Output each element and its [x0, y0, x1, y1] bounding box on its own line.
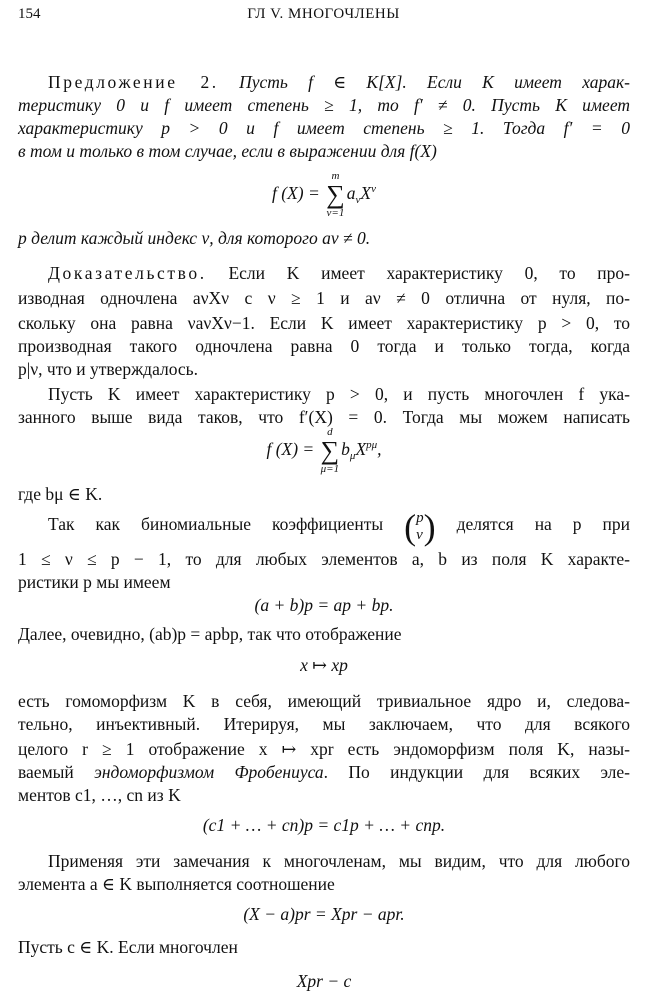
coef: b	[341, 439, 350, 459]
proposition-line-3: характеристику p > 0 и f имеет степень ≥ 1. Тогда f′ = 0	[18, 118, 630, 138]
formula-binomial-power: (a + b)p = ap + bp.	[254, 595, 394, 615]
formula-f-sum	[18, 166, 630, 220]
variable: X	[360, 183, 372, 203]
exponent: ν	[371, 183, 376, 195]
proof-line-3: скольку она равна νaνXν−1. Если K имеет характеристику p > 0, то	[18, 313, 630, 333]
page-number: 154	[18, 6, 41, 22]
summation	[321, 427, 340, 475]
further-line: Далее, очевидно, (ab)p = apbp, так что отображение	[18, 624, 402, 644]
binomial-line-2: 1 ≤ ν ≤ p − 1, то для любых элементов a, b из поля K характе-	[18, 549, 630, 569]
proof-line-4: производная такого одночлена равна 0 тогда и только тогда, когда	[18, 336, 630, 356]
proposition-label: Предложение 2.	[48, 72, 219, 92]
binomial-text-after: делятся на p при	[456, 514, 630, 534]
sum-lower: ν=1	[326, 206, 345, 219]
frobenius-line-5: ментов c1, …, cn из K	[18, 785, 181, 805]
proposition-text: Пусть f ∈ K[X]. Если K имеет харак-	[239, 72, 631, 92]
variable: X	[355, 439, 367, 459]
proof-line-2: изводная одночлена aνXν с ν ≥ 1 и aν ≠ 0 отлична от нуля, по-	[18, 288, 630, 308]
frobenius-line-3: целого r ≥ 1 отображение x ↦ xpr есть эндоморфизм поля K, назы-	[18, 739, 630, 759]
left-paren-icon: (	[404, 506, 417, 547]
coef-index: μ	[349, 450, 356, 462]
right-paren-icon: )	[423, 506, 436, 547]
where-line: где bμ ∈ K.	[18, 484, 103, 504]
proof-label: Доказательство.	[48, 263, 207, 283]
formula-sum-power: (c1 + … + cn)p = c1p + … + cnp.	[202, 815, 446, 835]
exponent: pμ	[366, 439, 378, 451]
frobenius-line-2: тельно, инъективный. Итерируя, мы заключаем, что для всякого	[18, 714, 630, 734]
proof-text: Если K имеет характеристику 0, то про-	[228, 263, 630, 283]
proof-line-6: Пусть K имеет характеристику p > 0, и пусть многочлен f ука-	[48, 384, 630, 404]
binomial-text-before: Так как биномиальные коэффициенты	[48, 514, 384, 534]
formula-f-frobenius-sum	[18, 422, 630, 476]
frobenius-line-4	[18, 761, 630, 783]
apply-line-2: элемента a ∈ K выполняется соотношение	[18, 874, 335, 894]
binomial-line-3: ристики p мы имеем	[18, 572, 171, 592]
binomial-stack	[416, 510, 424, 544]
formula-map: x ↦ xp	[300, 655, 348, 675]
coef-index: ν	[355, 194, 361, 206]
proposition-line-2: теристику 0 и f имеет степень ≥ 1, то f′ ≠ 0. Пусть K имеет	[18, 95, 630, 115]
proposition-line-1	[48, 71, 630, 93]
formula-linear-power: (X − a)pr = Xpr − apr.	[243, 904, 405, 924]
frobenius-text-b: . По индукции для всяких эле-	[323, 762, 630, 782]
page-header	[18, 6, 629, 28]
last-line: Пусть c ∈ K. Если многочлен	[18, 937, 238, 957]
sigma-icon: ∑	[320, 435, 340, 465]
coef: a	[346, 183, 356, 203]
proposition-line-4: в том и только в том случае, если в выражении для f(X)	[18, 141, 437, 161]
binomial-bottom: ν	[416, 526, 423, 543]
proposition-line-5: p делит каждый индекс ν, для которого aν ≠ 0.	[18, 228, 371, 248]
sum-upper: d	[327, 425, 333, 438]
proof-line-1	[48, 262, 630, 284]
frobenius-text-a: ваемый	[18, 762, 95, 782]
formula-lhs: f (X) =	[272, 183, 325, 203]
frobenius-term: эндоморфизмом Фробениуса	[94, 762, 324, 782]
apply-line-1: Применяя эти замечания к многочленам, мы видим, что для любого	[48, 851, 630, 871]
frobenius-line-1: есть гомоморфизм K в себя, имеющий тривиальное ядро и, следова-	[18, 691, 630, 711]
summation	[326, 171, 345, 219]
sigma-icon: ∑	[326, 179, 345, 209]
formula-tail: ,	[377, 439, 382, 459]
binomial-coefficient	[404, 505, 436, 547]
binomial-top: p	[416, 509, 424, 526]
formula-polynomial: Xpr − c	[296, 971, 352, 991]
sum-upper: m	[331, 169, 340, 182]
formula-lhs: f (X) =	[266, 439, 319, 459]
sum-lower: μ=1	[320, 462, 340, 475]
running-head: ГЛ V. МНОГОЧЛЕНЫ	[247, 6, 400, 22]
proof-line-7: занного выше вида таков, что f′(X) = 0. Тогда мы можем написать	[18, 407, 630, 427]
binomial-line	[48, 504, 630, 547]
proof-line-5: p|ν, что и утверждалось.	[18, 359, 199, 379]
